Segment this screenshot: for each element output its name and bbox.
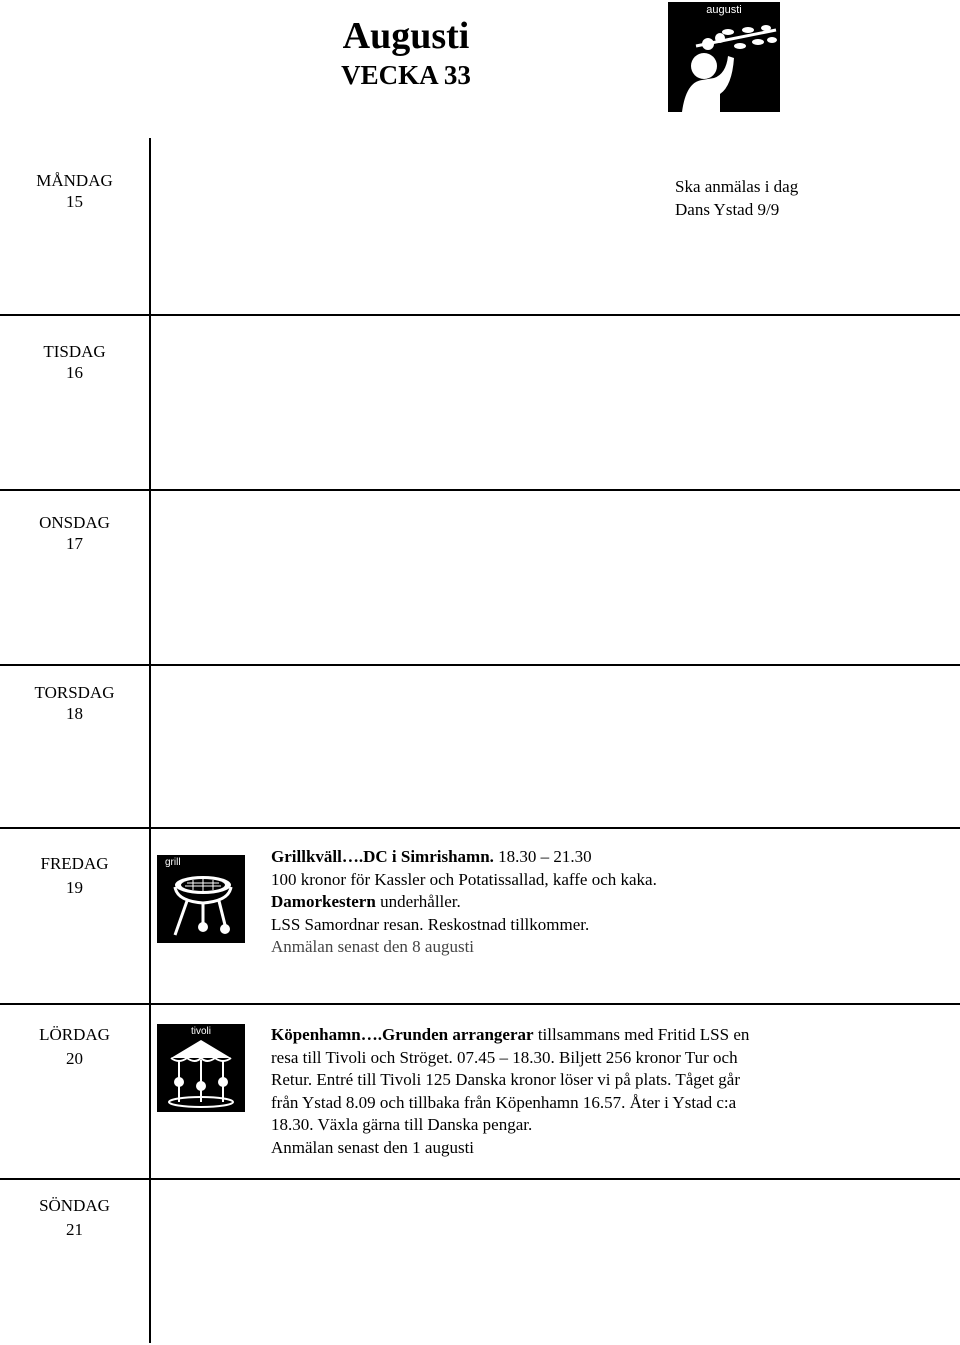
note-line: Dans Ystad 9/9 (675, 200, 780, 219)
event-line (271, 891, 831, 914)
day-name: TISDAG (43, 342, 106, 361)
event-line: 18.30. Växla gärna till Danska pengar. (271, 1115, 533, 1134)
page-title: Augusti (342, 15, 470, 57)
day-label-saturday (0, 1024, 149, 1069)
picking-fruit-icon (668, 2, 780, 112)
event-title: Köpenhamn….Grunden arrangerar (271, 1025, 534, 1044)
row-divider (0, 314, 960, 316)
event-line: från Ystad 8.09 och tillbaka från Köpenhamn 16.57. Åter i Ystad c:a (271, 1092, 737, 1112)
row-divider (0, 489, 960, 491)
day-date: 15 (66, 192, 83, 211)
row-divider (0, 664, 960, 666)
monday-note (675, 175, 798, 221)
column-divider (149, 138, 151, 1343)
day-label-friday (0, 853, 149, 898)
grill-icon (157, 855, 245, 943)
event-performer: Damorkestern (271, 892, 376, 911)
day-label-tuesday (0, 341, 149, 383)
week-number: VECKA 33 (341, 60, 471, 90)
carousel-icon (157, 1024, 245, 1112)
event-line (271, 1024, 851, 1047)
event-line: LSS Samordnar resan. Reskostnad tillkommer. (271, 914, 590, 934)
event-line: resa till Tivoli och Ströget. 07.45 – 18.30. Biljett 256 kronor Tur och (271, 1047, 738, 1067)
day-label-monday (0, 170, 149, 212)
saturday-event (271, 1024, 851, 1159)
row-divider (0, 1003, 960, 1005)
day-date: 19 (66, 878, 83, 897)
event-line: Retur. Entré till Tivoli 125 Danska kronor löser vi på plats. Tåget går (271, 1070, 741, 1089)
row-divider (0, 827, 960, 829)
day-name: TORSDAG (34, 683, 115, 702)
month-logo-label: augusti (706, 4, 742, 16)
day-date: 21 (66, 1220, 83, 1239)
day-name: MÅNDAG (36, 171, 113, 190)
event-line (271, 846, 831, 869)
grill-pictogram-label: grill (165, 857, 181, 868)
day-date: 16 (66, 363, 83, 382)
event-time: 18.30 – 21.30 (493, 847, 592, 866)
tivoli-pictogram-label: tivoli (191, 1026, 212, 1037)
note-line: Ska anmälas i dag (675, 177, 799, 196)
day-date: 20 (66, 1049, 83, 1068)
event-line: 100 kronor för Kassler och Potatissallad, kaffe och kaka. (271, 869, 657, 889)
day-name: LÖRDAG (39, 1025, 110, 1044)
day-label-sunday (0, 1195, 149, 1240)
row-divider (0, 1178, 960, 1180)
day-label-wednesday (0, 512, 149, 554)
day-name: ONSDAG (39, 513, 110, 532)
event-deadline: Anmälan senast den 8 augusti (271, 937, 475, 956)
friday-event (271, 846, 831, 959)
event-title: Grillkväll….DC i Simrishamn. (271, 847, 494, 866)
day-name: SÖNDAG (39, 1196, 110, 1215)
event-text: underhåller. (375, 892, 461, 911)
event-deadline: Anmälan senast den 1 augusti (271, 1137, 475, 1157)
day-date: 18 (66, 704, 83, 723)
day-date: 17 (66, 534, 83, 553)
day-name: FREDAG (40, 854, 109, 873)
event-text: tillsammans med Fritid LSS en (533, 1025, 750, 1044)
day-label-thursday (0, 682, 149, 724)
